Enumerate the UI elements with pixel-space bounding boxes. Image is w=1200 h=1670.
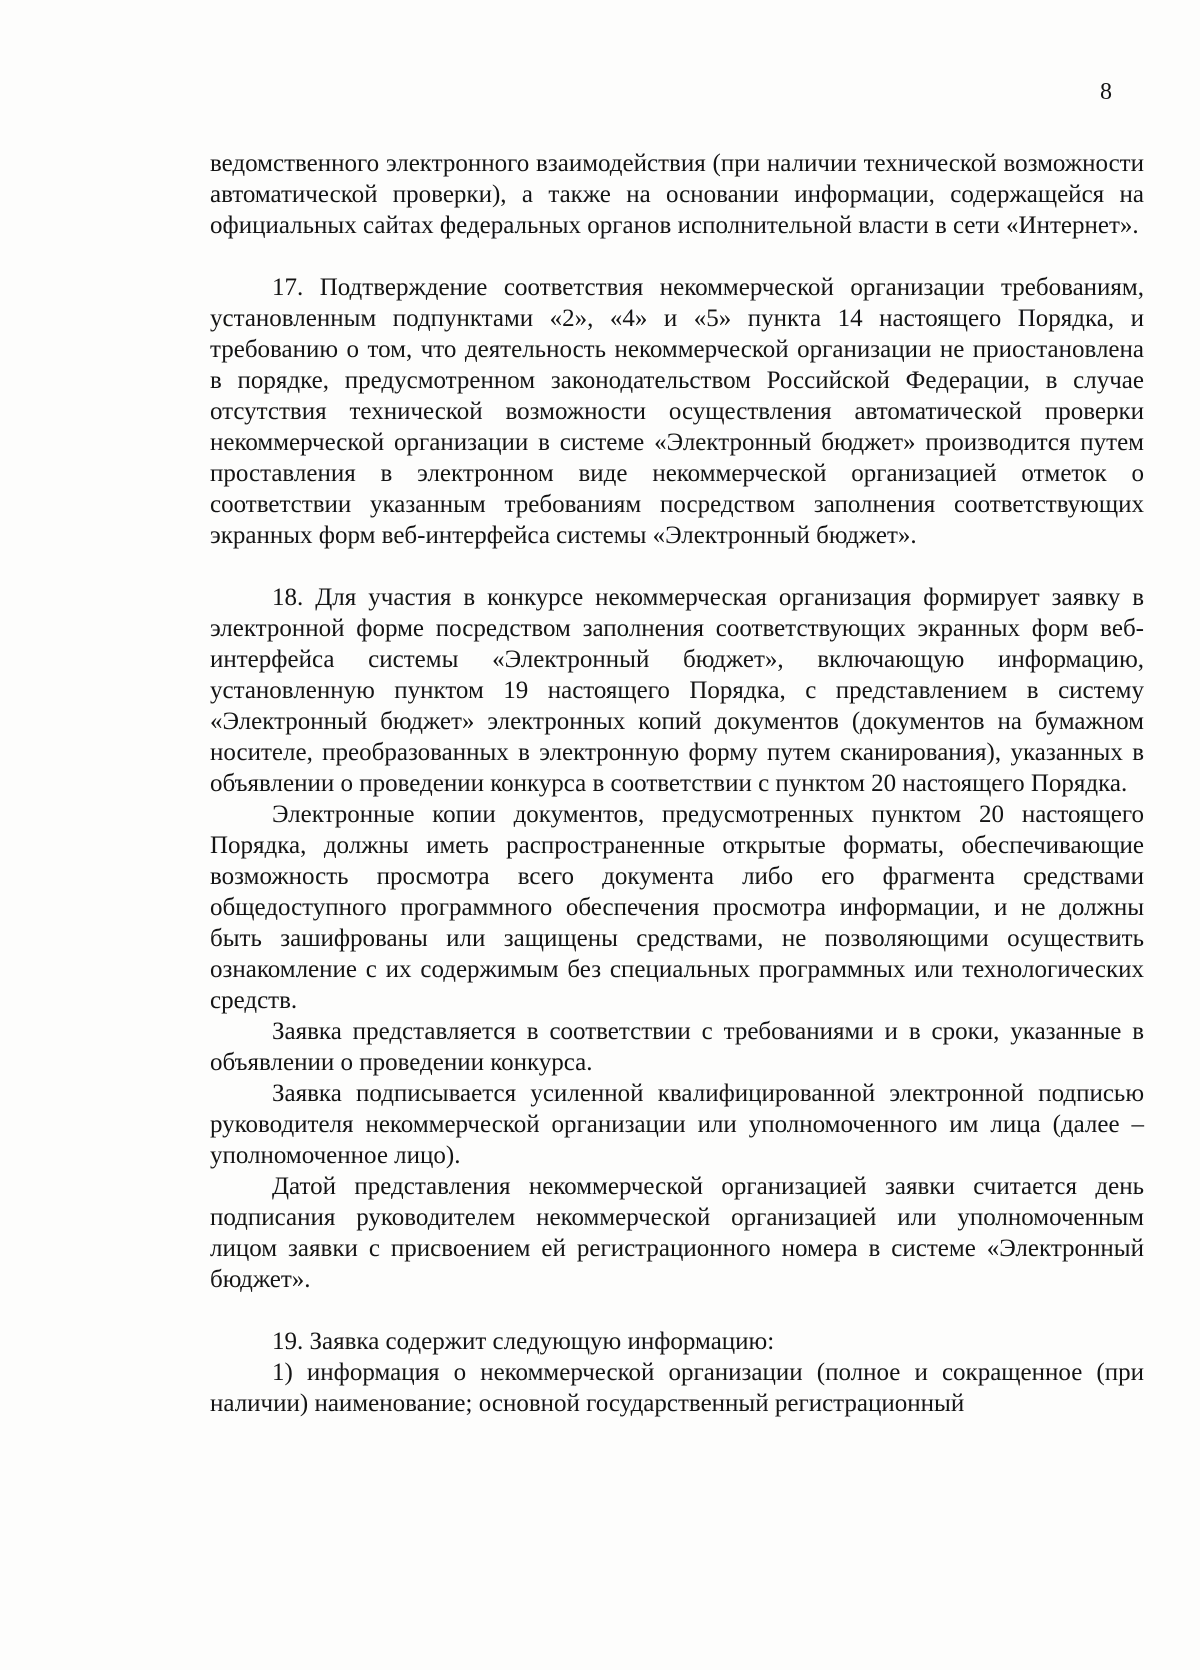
paragraph-19: 19. Заявка содержит следующую информацию: [272, 1328, 775, 1355]
paragraph-18-submission-terms: Заявка представляется в соответствии с требованиями и в сроки, указанные в объявлении о проведении конкурса. [210, 1018, 1144, 1076]
page-number: 8 [1100, 79, 1112, 105]
paragraph-18: 18. Для участия в конкурсе некоммерческая организация формирует заявку в электронной форме посредством заполнения соответствующих экранных форм веб-интерфейса системы «Электронный бюджет», включающую информацию, установленную пунктом 19 настоящего Порядка, с представлением в систему «Электронный бюджет» электронных копий документов (документов на бумажном носителе, преобразованных в электронную форму путем сканирования), указанных в объявлении о проведении конкурса в соответствии с пунктом 20 настоящего Порядка. [210, 584, 1144, 797]
paragraph-18-electronic-copies: Электронные копии документов, предусмотренных пунктом 20 настоящего Порядка, должны иметь распространенные открытые форматы, обеспечивающие возможность просмотра всего документа либо его фрагмента средствами общедоступного программного обеспечения просмотра информации, и не должны быть зашифрованы или защищены средствами, не позволяющими осуществить ознакомление с их содержимым без специальных программных или технологических средств. [210, 801, 1144, 1014]
paragraph-17: 17. Подтверждение соответствия некоммерческой организации требованиям, установленным подпунктами «2», «4» и «5» пункта 14 настоящего Порядка, и требованию о том, что деятельность некоммерческой организации не приостановлена в порядке, предусмотренном законодательством Российской Федерации, в случае отсутствия технической возможности осуществления автоматической проверки некоммерческой организации в системе «Электронный бюджет» производится путем проставления в электронном виде некоммерческой организацией отметок о соответствии указанным требованиям посредством заполнения соответствующих экранных форм веб-интерфейса системы «Электронный бюджет». [210, 274, 1144, 549]
document-body [210, 148, 1144, 1419]
paragraph-18-submission-date: Датой представления некоммерческой организацией заявки считается день подписания руководителем некоммерческой организацией или уполномоченным лицом заявки с присвоением ей регистрационного номера в системе «Электронный бюджет». [210, 1173, 1144, 1293]
paragraph-18-signature: Заявка подписывается усиленной квалифицированной электронной подписью руководителя некоммерческой организации или уполномоченного им лица (далее – уполномоченное лицо). [210, 1080, 1144, 1169]
paragraph-continuation: ведомственного электронного взаимодействия (при наличии технической возможности автоматической проверки), а также на основании информации, содержащейся на официальных сайтах федеральных органов исполнительной власти в сети «Интернет». [210, 150, 1144, 239]
paragraph-19-item-1: 1) информация о некоммерческой организации (полное и сокращенное (при наличии) наименование; основной государственный регистрационный [210, 1359, 1144, 1417]
